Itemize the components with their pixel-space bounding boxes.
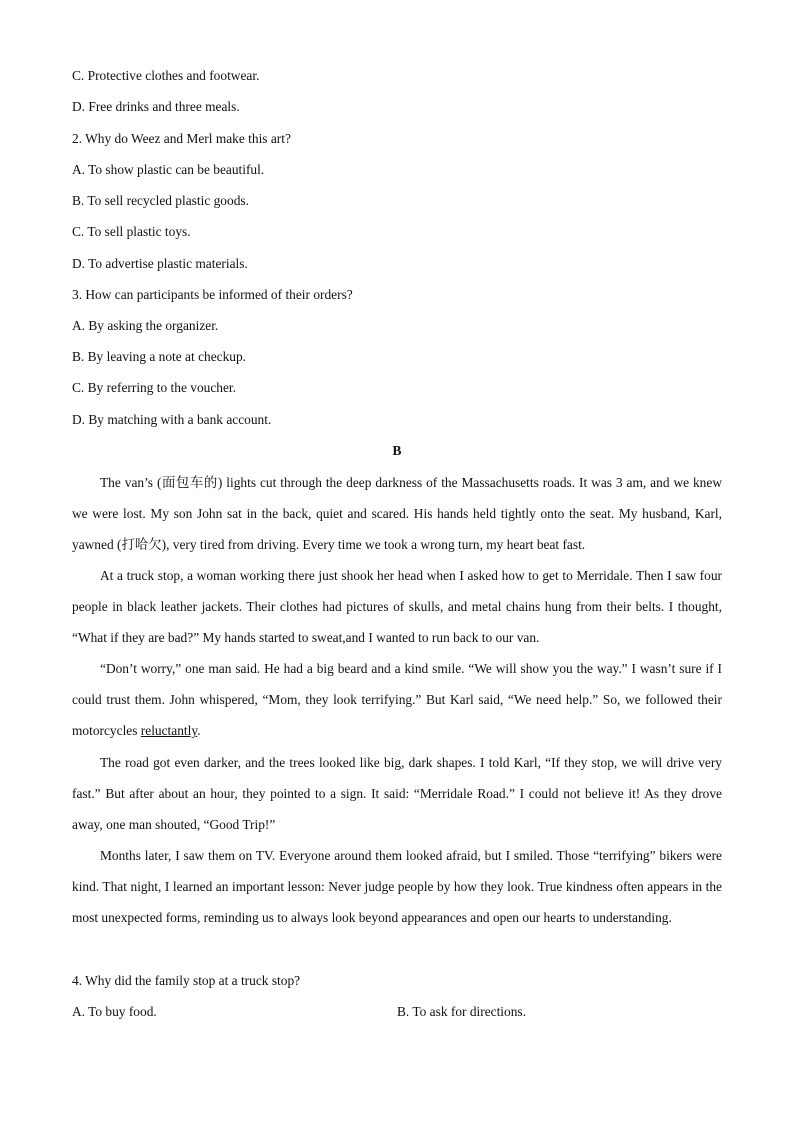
passage-paragraph-1: The van’s (面包车的) lights cut through the deep darkness of the Massachusetts roads. It was 3 am, and we knew we were lost. My son John sat in the back, quiet and scared. His hands held tightly onto the seat. My husband, Karl, yawned (打哈欠), very tired from driving. Every time we took a wrong turn, my heart beat fast. bbox=[72, 475, 722, 553]
q3-option-d: D. By matching with a bank account. bbox=[72, 412, 272, 427]
q4-option-a: A. To buy food. bbox=[72, 1004, 157, 1019]
paragraph-3-text: “Don’t worry,” one man said. He had a big beard and a kind smile. “We will show you the way.” I wasn’t sure if I could trust them. John whispered, “Mom, they look terrifying.” But Karl said, “We need help.” So, we followed their motorcycles bbox=[72, 661, 722, 739]
q3-question: 3. How can participants be informed of their orders? bbox=[72, 287, 353, 302]
q1-option-c: C. Protective clothes and footwear. bbox=[72, 68, 260, 83]
q4-option-b: B. To ask for directions. bbox=[397, 1004, 526, 1019]
q2-option-a: A. To show plastic can be beautiful. bbox=[72, 162, 265, 177]
underlined-word: reluctantly bbox=[140, 723, 198, 739]
q2-question: 2. Why do Weez and Merl make this art? bbox=[72, 131, 291, 146]
q3-option-b: B. By leaving a note at checkup. bbox=[72, 349, 247, 364]
passage-paragraph-4: The road got even darker, and the trees looked like big, dark shapes. I told Karl, “If they stop, we will drive very fast.” But after about an hour, they pointed to a sign. It said: “Merridale Road.” I could not believe it! As they drove away, one man shouted, “Good Trip!” bbox=[72, 755, 722, 833]
q4-question: 4. Why did the family stop at a truck stop? bbox=[72, 973, 301, 988]
passage-paragraph-5: Months later, I saw them on TV. Everyone around them looked afraid, but I smiled. Those “terrifying” bikers were kind. That night, I learned an important lesson: Never judge people by how they look. True kindness often appears in the most unexpected forms, reminding us to always look beyond appearances and open our hearts to understanding. bbox=[72, 848, 722, 926]
passage-paragraph-2: At a truck stop, a woman working there just shook her head when I asked how to get to Merridale. Then I saw four people in black leather jackets. Their clothes had pictures of skulls, and metal chains hung from their belts. I thought, “What if they are bad?” My hands started to sweat,and I wanted to run back to our van. bbox=[72, 568, 722, 646]
q3-option-a: A. By asking the organizer. bbox=[72, 318, 219, 333]
q2-option-c: C. To sell plastic toys. bbox=[72, 224, 191, 239]
q2-option-b: B. To sell recycled plastic goods. bbox=[72, 193, 249, 208]
passage-paragraph-3 bbox=[72, 653, 722, 747]
q1-option-d: D. Free drinks and three meals. bbox=[72, 99, 240, 114]
paragraph-3-end: . bbox=[197, 723, 201, 739]
q2-option-d: D. To advertise plastic materials. bbox=[72, 256, 248, 271]
q3-option-c: C. By referring to the voucher. bbox=[72, 380, 236, 395]
section-heading: B bbox=[392, 443, 402, 458]
